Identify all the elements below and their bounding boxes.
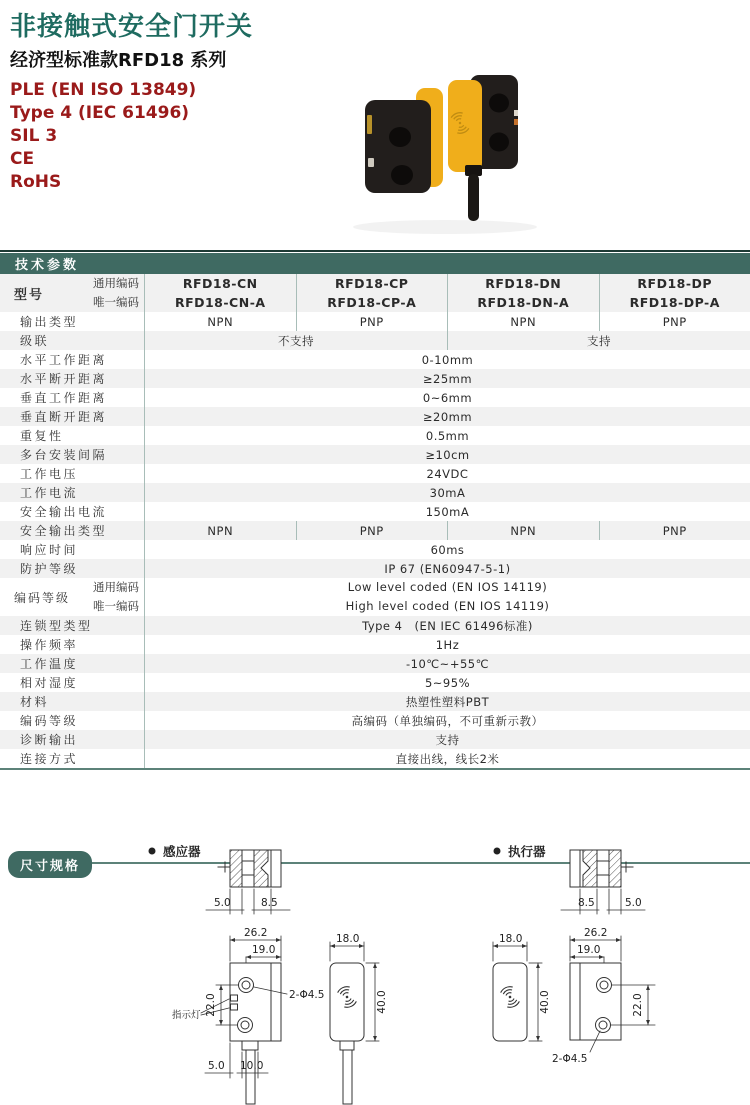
row-label-model: 型号 通用编码 唯一编码 — [0, 274, 144, 312]
sub-label-unique-code: 唯一编码 — [93, 295, 139, 309]
sensor-top-dim-5: 5.0 — [214, 897, 231, 909]
spec-table — [0, 274, 750, 770]
sensor-top-view — [206, 850, 290, 914]
model-col-cp: RFD18-CP RFD18-CP-A — [296, 274, 448, 312]
page-subtitle: 经济型标准款RFD18 系列 — [10, 50, 227, 71]
actuator-top-dim-85: 8.5 — [578, 897, 595, 909]
sensor-top-dim-85: 8.5 — [261, 897, 278, 909]
sensor-cable — [468, 174, 479, 221]
actuator-side-view — [493, 933, 551, 1041]
actuator-label-strip — [367, 115, 372, 134]
table-row-current: 工作电流 30mA — [0, 483, 750, 502]
indicator-light-label: 指示灯 — [172, 1010, 201, 1021]
sensor-side-dim-180: 18.0 — [336, 933, 360, 945]
sensor-hole-bottom — [489, 133, 509, 152]
table-row-diagnosis-output: 诊断输出 支持 — [0, 730, 750, 749]
spec-section-title: 技术参数 — [0, 253, 750, 274]
table-row-safe-output-current: 安全输出电流 150mA — [0, 502, 750, 521]
table-row-cascade: 级联 不支持 支持 — [0, 331, 750, 350]
sensor-side-view — [330, 933, 388, 1104]
coding-values: Low level coded (EN IOS 14119) High level coded (EN IOS 14119) — [144, 578, 750, 616]
table-row-protection: 防护等级 IP 67 (EN60947-5-1) — [0, 559, 750, 578]
table-row-operating-frequency: 操作频率 1Hz — [0, 635, 750, 654]
table-row-horizontal-release-distance: 水平断开距离 ≥25mm — [0, 369, 750, 388]
sensor-led-orange — [514, 119, 518, 125]
actuator-front-dim-262: 26.2 — [584, 927, 608, 939]
sensor-bullet — [149, 848, 156, 855]
table-row-model — [0, 274, 750, 312]
sub-label-common-code: 通用编码 — [93, 580, 139, 594]
sensor-bottom-dim-10: 10.0 — [240, 1060, 264, 1072]
table-row-coding-grade — [0, 578, 750, 616]
actuator-hole-callout: 2-Φ4.5 — [552, 1053, 588, 1065]
cert-rohs: RoHS — [10, 172, 62, 192]
spec-section — [0, 250, 750, 770]
actuator-bullet — [494, 848, 501, 855]
dimension-drawings — [0, 835, 750, 1105]
sub-label-common-code: 通用编码 — [93, 276, 139, 290]
row-label-coding: 编码等级 通用编码 唯一编码 — [0, 578, 144, 616]
header — [10, 6, 253, 194]
table-row-vertical-working-distance: 垂直工作距离 0~6mm — [0, 388, 750, 407]
table-row-repeatability: 重复性 0.5mm — [0, 426, 750, 445]
sub-label-unique-code: 唯一编码 — [93, 599, 139, 613]
actuator-front-dim-190: 19.0 — [577, 944, 601, 956]
product-photo — [340, 55, 590, 244]
certification-list — [10, 79, 253, 194]
table-row-interlock-type: 连锁型类型 Type 4 (EN IEC 61496标准) — [0, 616, 750, 635]
dimensions-section-title: 尺寸规格 — [8, 851, 92, 878]
actuator-side-dim-400: 40.0 — [539, 990, 551, 1014]
actuator-side-dim-180: 18.0 — [499, 933, 523, 945]
table-row-mounting-spacing: 多台安装间隔 ≥10cm — [0, 445, 750, 464]
table-row-safe-output-type: 安全输出类型 NPN PNP NPN PNP — [0, 521, 750, 540]
cert-type4: Type 4 (IEC 61496) — [10, 103, 190, 123]
sensor-front-view — [172, 927, 324, 1104]
sensor-hole-callout: 2-Φ4.5 — [289, 989, 325, 1001]
cert-ple: PLE (EN ISO 13849) — [10, 80, 197, 100]
sensor-label: 感应器 — [163, 844, 201, 859]
actuator-label: 执行器 — [508, 844, 546, 859]
table-row-relative-humidity: 相对湿度 5~95% — [0, 673, 750, 692]
actuator-drawing-group — [493, 844, 655, 1065]
model-col-cn: RFD18-CN RFD18-CN-A — [144, 274, 296, 312]
product-photo-illustration — [340, 55, 590, 240]
actuator-hole-top — [389, 127, 411, 147]
actuator-front-dim-220: 22.0 — [632, 993, 644, 1017]
sensor-bottom-dim-5: 5.0 — [208, 1060, 225, 1072]
actuator-top-dim-5: 5.0 — [625, 897, 642, 909]
spec-top-rule — [0, 250, 750, 252]
sensor-front-dim-262: 26.2 — [244, 927, 268, 939]
sensor-yellow-panel — [448, 80, 482, 172]
sensor-led-white — [514, 110, 518, 116]
model-col-dp: RFD18-DP RFD18-DP-A — [599, 274, 750, 312]
table-row-coding-level: 编码等级 高编码（单独编码，不可重新示教） — [0, 711, 750, 730]
sensor-side-dim-400: 40.0 — [376, 990, 388, 1014]
table-row-voltage: 工作电压 24VDC — [0, 464, 750, 483]
sensor-front-dim-220: 22.0 — [205, 993, 217, 1017]
actuator-small-label — [368, 158, 374, 167]
model-col-dn: RFD18-DN RFD18-DN-A — [447, 274, 599, 312]
photo-shadow — [353, 220, 537, 234]
table-row-response-time: 响应时间 60ms — [0, 540, 750, 559]
dimension-drawings-svg — [0, 835, 750, 1105]
sensor-hole-top — [489, 94, 509, 113]
page-title: 非接触式安全门开关 — [10, 12, 254, 42]
table-row-connection: 连接方式 直接出线，线长2米 — [0, 749, 750, 768]
table-row-output-type: 输出类型 NPN PNP NPN PNP — [0, 312, 750, 331]
actuator-hole-bottom — [391, 165, 413, 185]
table-row-material: 材料 热塑性塑料PBT — [0, 692, 750, 711]
actuator-top-view — [561, 850, 645, 914]
cert-sil3: SIL 3 — [10, 126, 58, 146]
table-row-horizontal-working-distance: 水平工作距离 0-10mm — [0, 350, 750, 369]
product-actuator — [365, 88, 443, 193]
cert-ce: CE — [10, 149, 35, 169]
actuator-front-view — [552, 927, 655, 1065]
table-row-vertical-release-distance: 垂直断开距离 ≥20mm — [0, 407, 750, 426]
sensor-drawing-group — [149, 844, 389, 1104]
table-row-operating-temperature: 工作温度 -10℃~+55℃ — [0, 654, 750, 673]
sensor-front-dim-190: 19.0 — [252, 944, 276, 956]
product-sensor — [448, 75, 518, 221]
